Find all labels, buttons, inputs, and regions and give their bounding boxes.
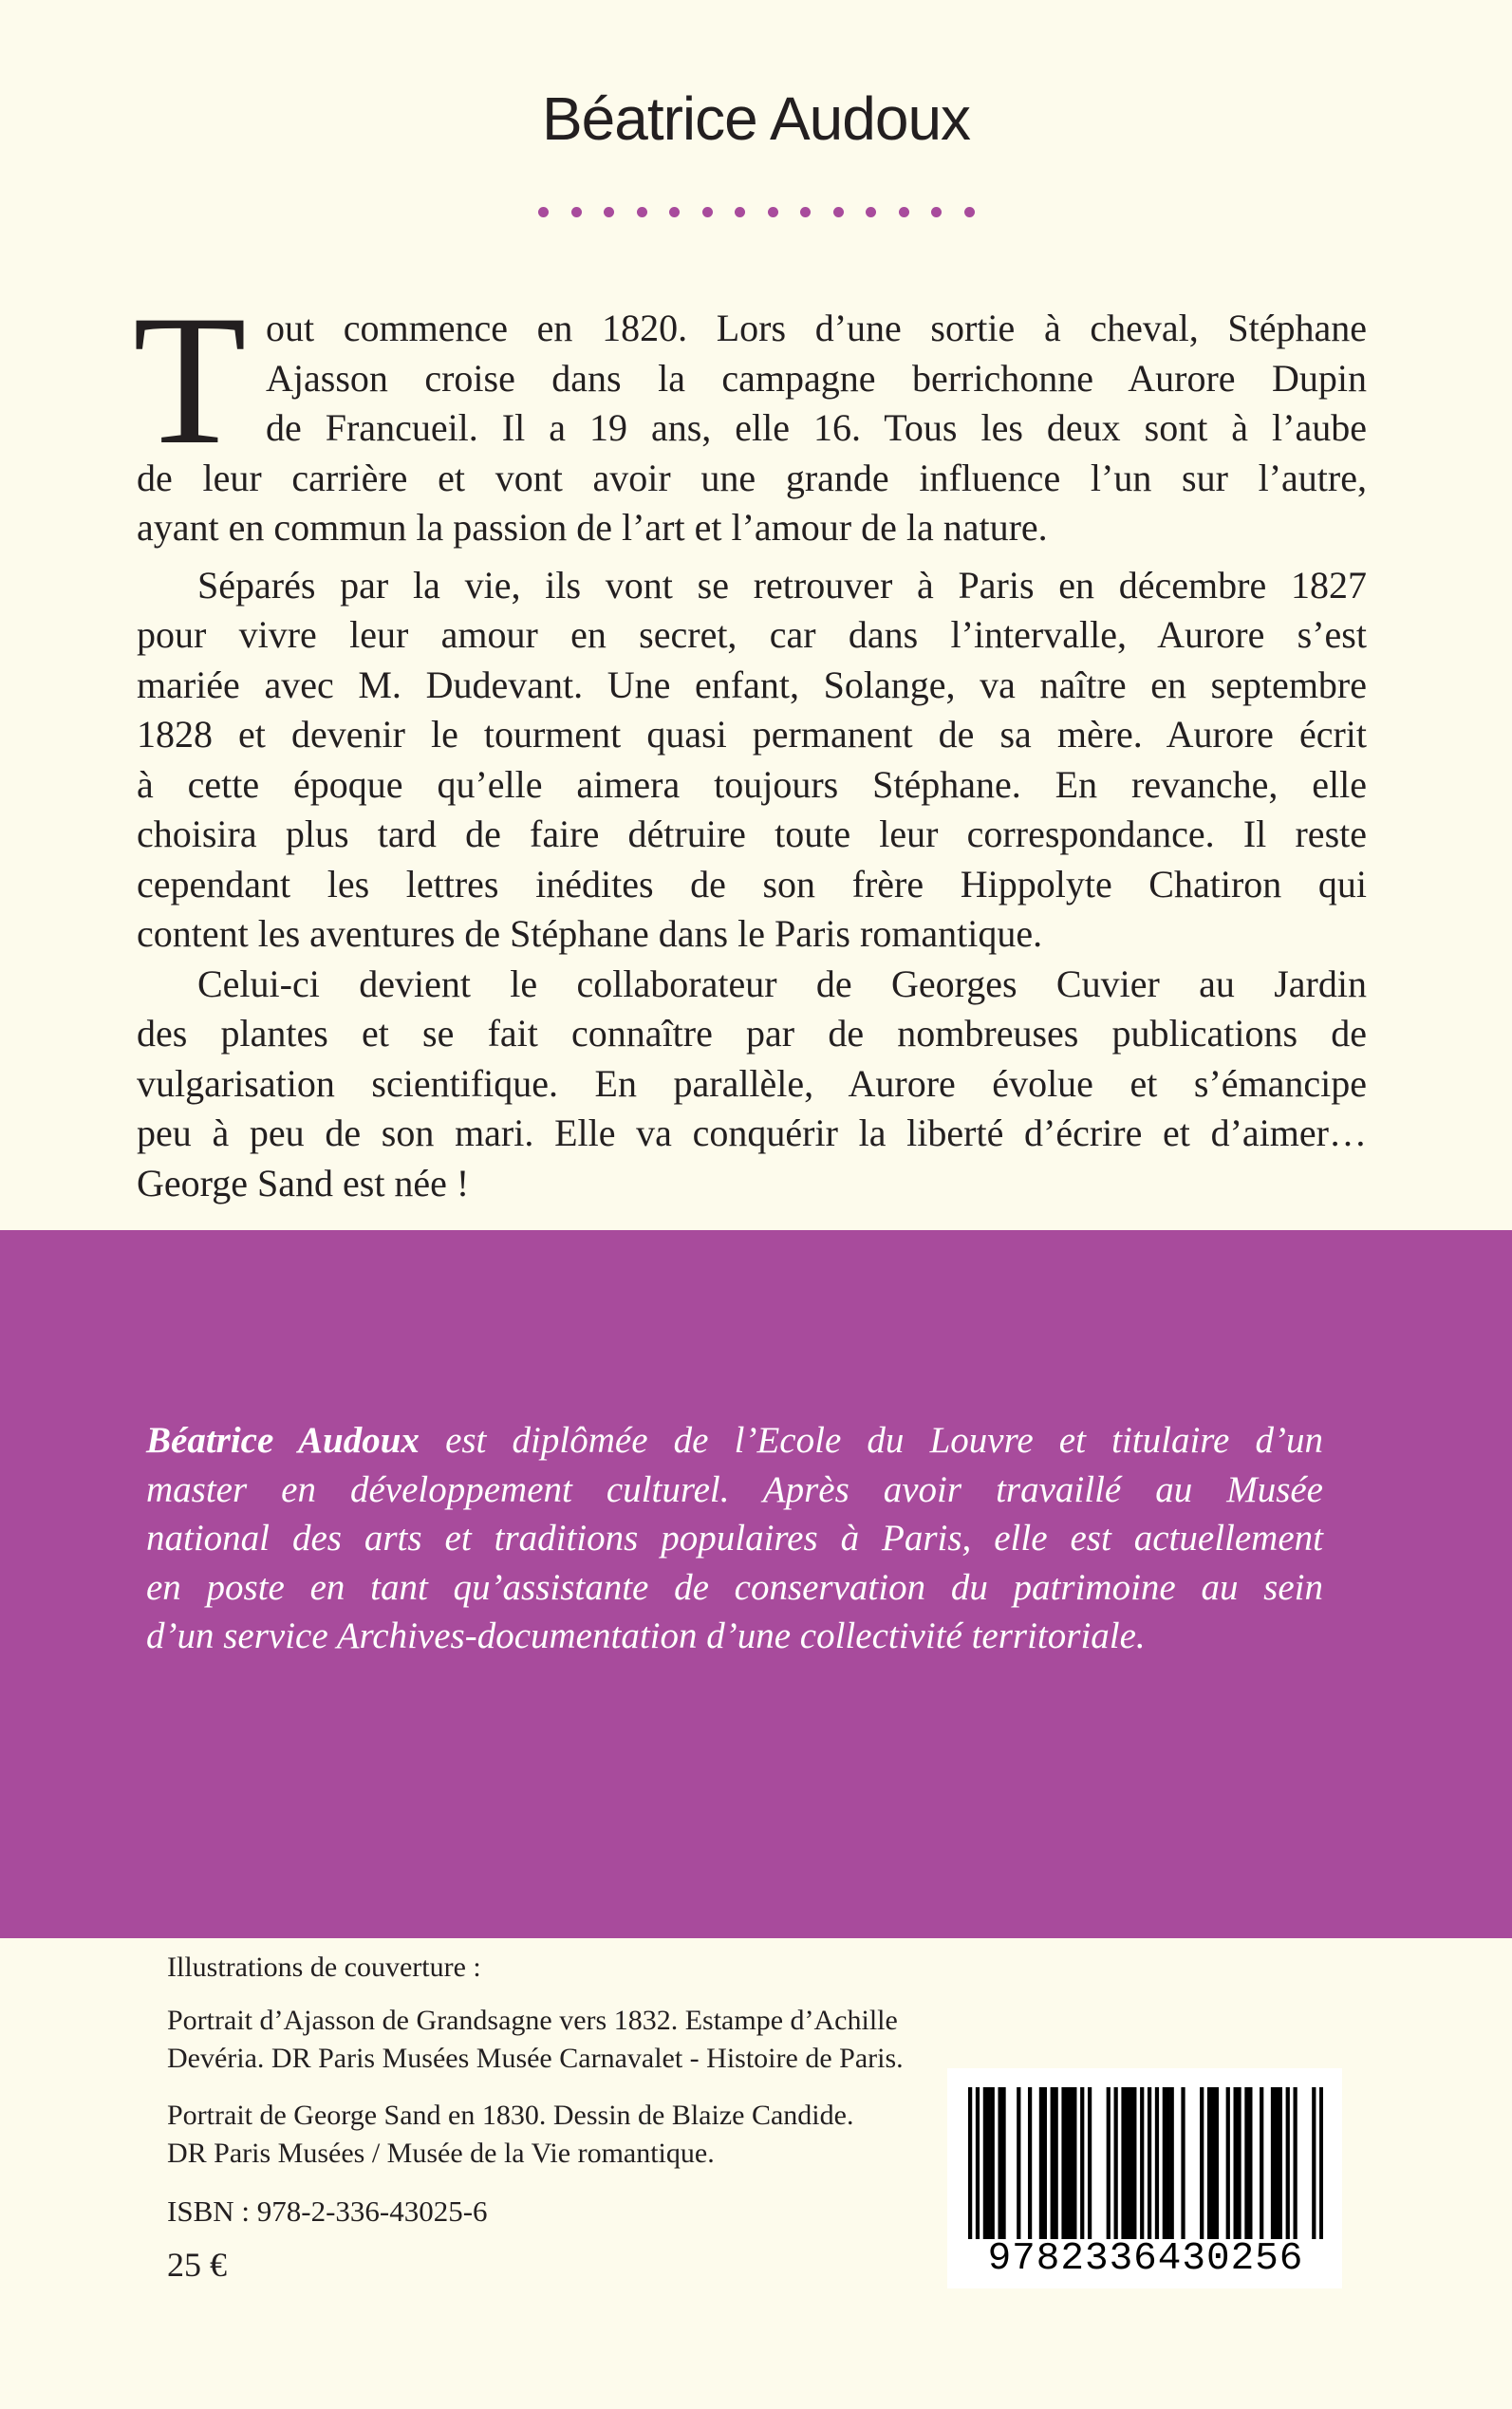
barcode-bar: [1279, 2087, 1282, 2239]
barcode-bar: [1215, 2087, 1219, 2239]
text-line: peu à peu de son mari. Elle va conquérir la liberté d’écrire et d’aimer…: [137, 1111, 1367, 1154]
credit-line: DR Paris Musées / Musée de la Vie romantique.: [167, 2138, 715, 2169]
barcode-bar: [991, 2087, 995, 2239]
drop-cap: T: [133, 277, 247, 483]
barcode-bar: [1114, 2087, 1118, 2239]
barcode-bar: [1226, 2087, 1230, 2239]
barcode-bar: [1039, 2087, 1043, 2239]
barcode-bar: [1200, 2087, 1204, 2239]
barcode-bar: [1121, 2087, 1125, 2239]
barcode-bar: [968, 2087, 972, 2239]
synopsis-paragraph-1: [133, 277, 1367, 553]
barcode-bar: [1125, 2087, 1129, 2239]
barcode-bar: [1043, 2087, 1047, 2239]
dot: [702, 207, 713, 217]
text-line: Ajasson croise dans la campagne berrichonne Aurore Dupin: [266, 356, 1367, 400]
text-line: Celui-ci devient le collaborateur de Georges Cuvier au Jardin: [197, 962, 1367, 1005]
text-line: des plantes et se fait connaître par de nombreuses publications de: [137, 1012, 1367, 1055]
barcode-bar: [1055, 2087, 1058, 2239]
text-line: cependant les lettres inédites de son frère Hippolyte Chatiron qui: [137, 862, 1367, 906]
text-line: content les aventures de Stéphane dans le Paris romantique.: [137, 912, 1043, 955]
dot: [866, 207, 876, 217]
bio-line: [146, 1416, 1323, 1466]
barcode: [947, 2068, 1342, 2288]
isbn: ISBN : 978-2-336-43025-6: [167, 2194, 488, 2228]
dot: [538, 207, 549, 217]
barcode-bar: [998, 2087, 1001, 2239]
credits-heading: Illustrations de couverture :: [167, 1951, 481, 1983]
dot: [800, 207, 811, 217]
bio-author-name: Béatrice Audoux: [146, 1420, 420, 1461]
text-line: mariée avec M. Dudevant. Une enfant, Solange, va naître en septembre: [137, 663, 1367, 706]
barcode-bar: [1140, 2087, 1144, 2239]
price: 25 €: [167, 2246, 227, 2284]
barcode-bar: [1065, 2087, 1069, 2239]
barcode-bar: [1170, 2087, 1174, 2239]
barcode-bar: [1237, 2087, 1241, 2239]
barcode-bar: [1244, 2087, 1248, 2239]
text-line: de leur carrière et vont avoir une grande influence l’un sur l’autre,: [137, 456, 1367, 499]
bio-line: master en développement culturel. Après avoir travaillé au Musée: [146, 1468, 1323, 1510]
barcode-bar: [1148, 2087, 1151, 2239]
dot: [735, 207, 745, 217]
credit-line: Portrait d’Ajasson de Grandsagne vers 1832. Estampe d’Achille: [167, 2005, 898, 2036]
barcode-bar: [1088, 2087, 1092, 2239]
credit-line: Devéria. DR Paris Musées Musée Carnavalet - Histoire de Paris.: [167, 2043, 904, 2074]
barcode-bar: [1028, 2087, 1032, 2239]
barcode-bar: [1248, 2087, 1252, 2239]
barcode-bar: [1167, 2087, 1170, 2239]
barcode-bar: [1211, 2087, 1215, 2239]
barcode-digits: 9782336430256: [987, 2237, 1304, 2281]
barcode-bars: [968, 2087, 1323, 2239]
barcode-bar: [1017, 2087, 1020, 2239]
text-line: Séparés par la vie, ils vont se retrouver à Paris en décembre 1827: [197, 563, 1367, 607]
bio-line: en poste en tant qu’assistante de conservation du patrimoine au sein: [146, 1566, 1323, 1608]
dot: [964, 207, 975, 217]
barcode-bar: [1001, 2087, 1005, 2239]
author-title: Béatrice Audoux: [541, 84, 971, 153]
author-bio: [146, 1416, 1323, 1661]
text-line: choisira plus tard de faire détruire toute leur correspondance. Il reste: [137, 812, 1367, 855]
dot: [833, 207, 844, 217]
text-line: de Francueil. Il a 19 ans, elle 16. Tous les deux sont à l’aube: [266, 406, 1367, 449]
bio-line-text: est diplômée de l’Ecole du Louvre et titulaire d’un: [419, 1420, 1323, 1461]
barcode-bar: [983, 2087, 987, 2239]
barcode-bar: [1260, 2087, 1263, 2239]
barcode-bar: [1181, 2087, 1185, 2239]
dot: [669, 207, 680, 217]
dot: [637, 207, 647, 217]
barcode-bar: [1129, 2087, 1132, 2239]
barcode-bar: [1234, 2087, 1238, 2239]
text-line: vulgarisation scientifique. En parallèle, Aurore évolue et s’émancipe: [137, 1061, 1367, 1105]
barcode-bar: [1155, 2087, 1159, 2239]
barcode-bar: [1051, 2087, 1055, 2239]
credit-item: [167, 2002, 904, 2078]
barcode-bar: [1107, 2087, 1111, 2239]
dot: [931, 207, 942, 217]
text-line: out commence en 1820. Lors d’une sortie à cheval, Stéphane: [266, 307, 1367, 349]
dot: [604, 207, 614, 217]
text-line: à cette époque qu’elle aimera toujours Stéphane. En revanche, elle: [137, 762, 1367, 806]
dot: [571, 207, 582, 217]
barcode-bar: [1132, 2087, 1136, 2239]
barcode-bar: [1271, 2087, 1275, 2239]
barcode-bar: [1163, 2087, 1167, 2239]
synopsis-paragraph-3: [137, 960, 1367, 1209]
barcode-bar: [1275, 2087, 1279, 2239]
barcode-bar: [976, 2087, 980, 2239]
synopsis-text: [133, 277, 1367, 1208]
barcode-bar: [1207, 2087, 1211, 2239]
barcode-bar: [1294, 2087, 1297, 2239]
barcode-bar: [1312, 2087, 1316, 2239]
bio-line: d’un service Archives-documentation d’une collectivité territoriale.: [146, 1615, 1146, 1656]
text-line: ayant en commun la passion de l’art et l’amour de la nature.: [137, 506, 1048, 549]
barcode-bar: [987, 2087, 991, 2239]
barcode-bar: [1061, 2087, 1065, 2239]
credit-item: [167, 2097, 853, 2173]
text-line: George Sand est née !: [137, 1161, 470, 1204]
barcode-bar: [1080, 2087, 1084, 2239]
dot: [768, 207, 778, 217]
barcode-bar: [1073, 2087, 1076, 2239]
decorative-dots: [538, 205, 975, 218]
credit-line: Portrait de George Sand en 1830. Dessin de Blaize Candide.: [167, 2100, 854, 2131]
barcode-bar: [1319, 2087, 1323, 2239]
synopsis-paragraph-2: [137, 561, 1367, 960]
text-line: pour vivre leur amour en secret, car dans l’intervalle, Aurore s’est: [137, 613, 1367, 656]
dot: [899, 207, 909, 217]
text-line: 1828 et devenir le tourment quasi permanent de sa mère. Aurore écrit: [137, 713, 1367, 756]
barcode-bar: [1286, 2087, 1290, 2239]
barcode-bar: [1069, 2087, 1073, 2239]
bio-line: national des arts et traditions populaires à Paris, elle est actuellement: [146, 1518, 1323, 1559]
